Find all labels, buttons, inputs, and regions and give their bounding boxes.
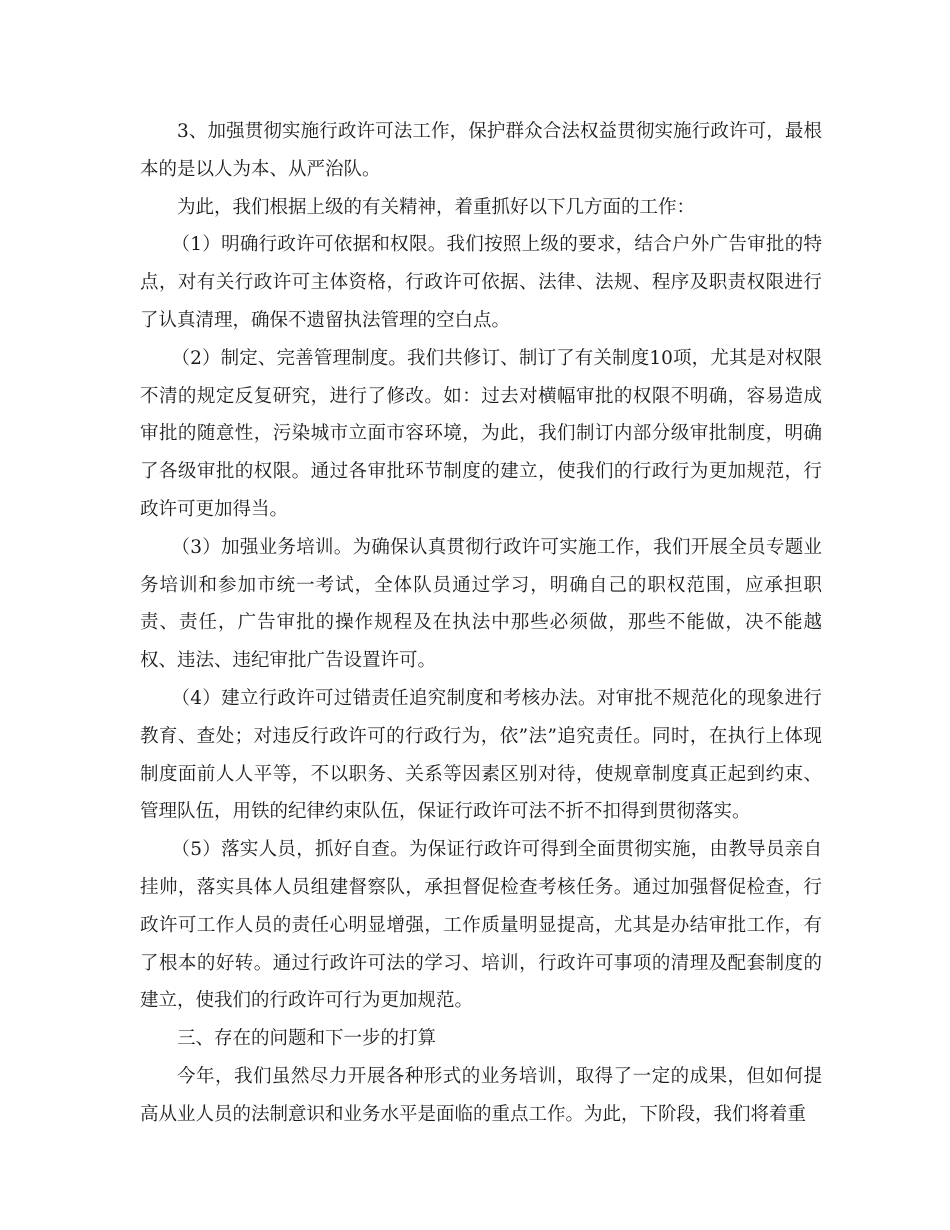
paragraph-sub-4: （4）建立行政许可过错责任追究制度和考核办法。对审批不规范化的现象进行教育、查处；对违反行政许可的行政行为，依”法”追究责任。同时，在执行上体现制度面前人人平等，不以职务、关系等因素区别对待，使规章制度真正起到约束、管理队伍，用铁的纪律约束队伍，保证行政许可法不折不扣得到贯彻落实。 xyxy=(140,687,822,823)
paragraph-sub-2: （2）制定、完善管理制度。我们共修订、制订了有关制度10项，尤其是对权限不清的规定反复研究，进行了修改。如：过去对横幅审批的权限不明确，容易造成审批的随意性，污染城市立面市容环境，为此，我们制订内部分级审批制度，明确了各级审批的权限。通过各审批环节制度的建立，使我们的行政行为更加规范，行政许可更加得当。 xyxy=(140,347,822,520)
paragraph-sub-1: （1）明确行政许可依据和权限。我们按照上级的要求，结合户外广告审批的特点，对有关行政许可主体资格，行政许可依据、法律、法规、程序及职责权限进行了认真清理，确保不遗留执法管理的空白点。 xyxy=(140,234,822,331)
document-body xyxy=(140,113,822,1134)
paragraph-item-3: 3、加强贯彻实施行政许可法工作，保护群众合法权益贯彻实施行政许可，最根本的是以人为本、从严治队。 xyxy=(140,121,822,180)
paragraph-intro: 为此，我们根据上级的有关精神，着重抓好以下几方面的工作： xyxy=(177,196,696,218)
paragraph-sub-5: （5）落实人员，抓好自查。为保证行政许可得到全面贯彻实施，由教导员亲自挂帅，落实具体人员组建督察队，承担督促检查考核任务。通过加强督促检查，行政许可工作人员的责任心明显增强，工作质量明显提高，尤其是办结审批工作，有了根本的好转。通过行政许可法的学习、培训，行政许可事项的清理及配套制度的建立，使我们的行政许可行为更加规范。 xyxy=(140,839,822,1012)
section-heading-3: 三、存在的问题和下一步的打算 xyxy=(177,1028,437,1050)
paragraph-sub-3: （3）加强业务培训。为确保认真贯彻行政许可实施工作，我们开展全员专题业务培训和参加市统一考试，全体队员通过学习，明确自己的职权范围，应承担职责、责任，广告审批的操作规程及在执法中那些必须做，那些不能做，决不能越权、违法、违纪审批广告设置许可。 xyxy=(140,536,822,672)
paragraph-this-year: 今年，我们虽然尽力开展各种形式的业务培训，取得了一定的成果，但如何提高从业人员的法制意识和业务水平是面临的重点工作。为此，下阶段，我们将着重 xyxy=(140,1065,822,1125)
